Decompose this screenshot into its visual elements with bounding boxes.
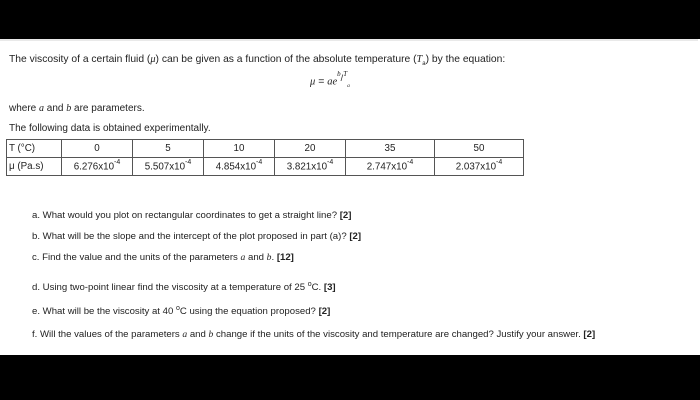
- intro-text-2: ) can be given as a function of the absolute temperature (: [155, 54, 417, 65]
- visc-exponent: -4: [407, 159, 414, 167]
- question-d-marks: [3]: [323, 282, 336, 294]
- page-top-divider: [0, 39, 698, 41]
- table-cell: 5: [133, 140, 204, 158]
- question-e-text: e. What will be the viscosity at 40: [32, 306, 176, 318]
- where-and: and: [44, 103, 67, 114]
- degree-symbol: o: [307, 281, 312, 288]
- question-c-text: c. Find the value and the units of the parameters: [32, 252, 241, 263]
- data-intro-sentence: The following data is obtained experimentally.: [9, 123, 211, 134]
- equation-exponent-T-subscript: a: [347, 82, 350, 89]
- question-f: [32, 329, 595, 340]
- visc-mantissa: 5.507x10: [144, 161, 186, 173]
- equation-a: a: [327, 76, 333, 88]
- question-e-marks: [2]: [318, 306, 331, 318]
- table-cell: [275, 158, 346, 176]
- equation-slash: /: [340, 72, 344, 83]
- where-suffix: are parameters.: [71, 103, 145, 114]
- question-d-text-2: C.: [311, 282, 324, 294]
- question-f-text-2: change if the units of the viscosity and temperature are changed? Justify your answer.: [213, 329, 584, 340]
- table-cell: 20: [275, 140, 346, 158]
- temperature-label-text: T (°C): [9, 143, 36, 154]
- where-prefix: where: [9, 103, 40, 114]
- experimental-data-table: [6, 139, 524, 176]
- question-f-and: and: [187, 329, 209, 340]
- visc-mantissa: 4.854x10: [215, 161, 257, 173]
- table-cell: [204, 158, 275, 176]
- question-b: [32, 231, 361, 242]
- visc-exponent: -4: [256, 159, 263, 167]
- viscosity-equation: [310, 70, 350, 89]
- question-c-b: b: [266, 252, 272, 263]
- temperature-symbol: T: [416, 54, 423, 65]
- equation-exponent-b: b: [337, 70, 341, 78]
- visc-exponent: -4: [185, 159, 192, 167]
- question-e: [32, 305, 330, 317]
- equation-lhs: μ: [310, 76, 316, 88]
- question-c-and: and: [245, 252, 267, 263]
- table-row-viscosity: [7, 158, 524, 176]
- equation-exponent-T: T: [343, 70, 348, 78]
- table-cell: 10: [204, 140, 275, 158]
- question-a-text: a. What would you plot on rectangular coordinates to get a straight line?: [32, 210, 340, 221]
- table-cell: 0: [62, 140, 133, 158]
- table-cell: 50: [435, 140, 524, 158]
- mu-symbol: μ: [150, 54, 156, 65]
- visc-mantissa: 2.747x10: [366, 161, 408, 173]
- intro-text-1: The viscosity of a certain fluid (: [9, 54, 151, 65]
- table-row-temperature: [7, 140, 524, 158]
- intro-text-3: ) by the equation:: [425, 54, 506, 65]
- bottom-black-bar: [0, 355, 700, 400]
- where-a: a: [39, 103, 45, 114]
- question-f-a: a: [182, 329, 188, 340]
- table-cell: [62, 158, 133, 176]
- equation-e: e: [332, 76, 338, 88]
- table-cell: 35: [346, 140, 435, 158]
- temperature-subscript: a: [422, 61, 426, 68]
- visc-mantissa: 6.276x10: [73, 161, 115, 173]
- question-d: [32, 281, 336, 293]
- visc-exponent: -4: [114, 159, 121, 167]
- document-page: [0, 39, 700, 355]
- question-c-marks: [12]: [276, 252, 294, 263]
- question-d-text: d. Using two-point linear find the viscosity at a temperature of 25: [32, 282, 308, 294]
- question-c-end: .: [271, 252, 277, 263]
- question-c: [32, 252, 294, 263]
- question-b-marks: [2]: [349, 231, 362, 242]
- question-b-text: b. What will be the slope and the intercept of the plot proposed in part (a)?: [32, 231, 350, 242]
- question-f-text: f. Will the values of the parameters: [32, 329, 183, 340]
- table-cell: [346, 158, 435, 176]
- visc-exponent: -4: [496, 159, 503, 167]
- row-label-temperature: [7, 140, 62, 158]
- viscosity-label-text: μ (Pa.s): [9, 161, 44, 172]
- row-label-viscosity: [7, 158, 62, 176]
- equation-equals: =: [315, 75, 328, 88]
- question-f-b: b: [208, 329, 214, 340]
- where-b: b: [66, 103, 72, 114]
- degree-symbol: o: [175, 305, 180, 312]
- top-black-bar: [0, 0, 700, 39]
- visc-exponent: -4: [327, 159, 334, 167]
- visc-mantissa: 2.037x10: [455, 161, 497, 173]
- question-c-a: a: [240, 252, 246, 263]
- question-e-text-2: C using the equation proposed?: [179, 306, 319, 318]
- question-f-marks: [2]: [583, 329, 596, 340]
- question-a: [32, 210, 351, 221]
- intro-sentence: [9, 54, 505, 67]
- table-cell: [133, 158, 204, 176]
- where-sentence: [9, 103, 145, 114]
- visc-mantissa: 3.821x10: [286, 161, 328, 173]
- question-a-marks: [2]: [339, 210, 352, 221]
- table-cell: [435, 158, 524, 176]
